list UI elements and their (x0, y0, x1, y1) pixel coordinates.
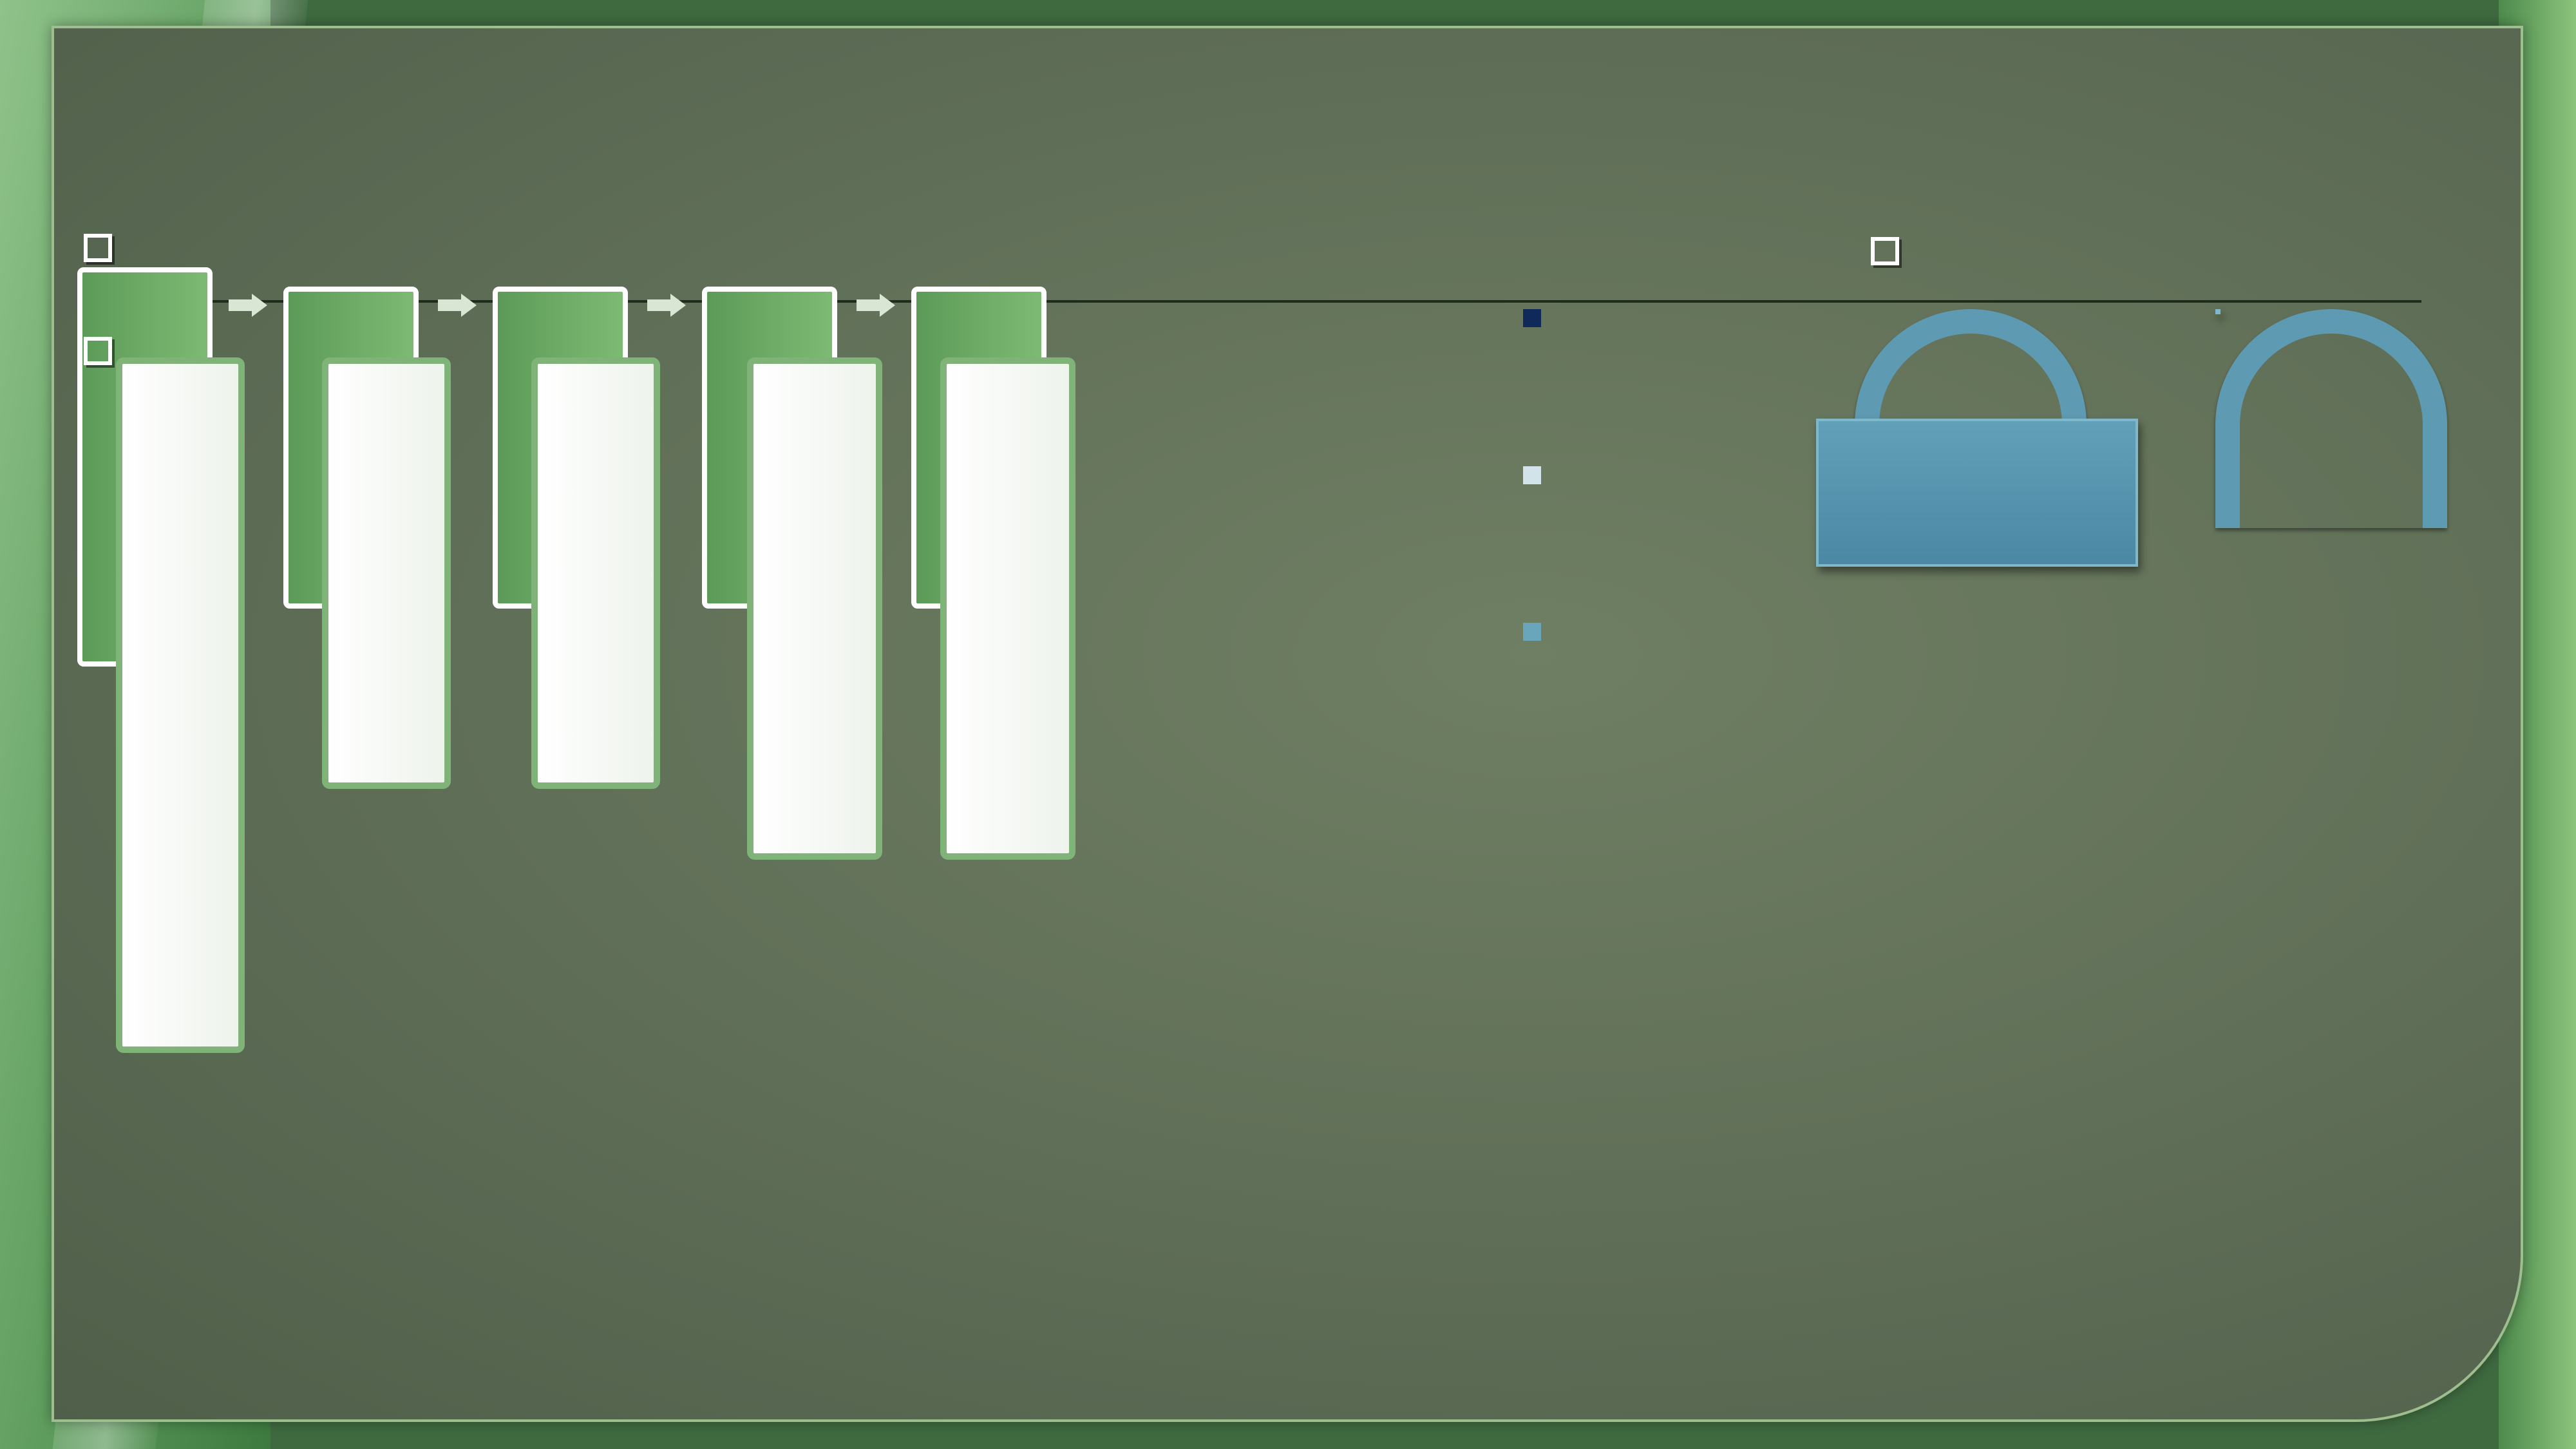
legend-swatch (1523, 466, 1541, 484)
checkbox-icon (1871, 237, 1899, 265)
legend-item-small (1523, 615, 1760, 651)
msp-count-heading (84, 216, 126, 273)
lock-shackle-icon (2215, 309, 2447, 528)
sector-card-back (940, 357, 1075, 860)
checkbox-icon (84, 337, 112, 365)
support-heading (1871, 219, 1913, 276)
support-card (1816, 419, 2138, 567)
sector-card-back (322, 357, 451, 789)
legend-item-medium (1523, 459, 1760, 495)
checkbox-icon (84, 234, 112, 262)
surveyed-heading (84, 319, 126, 376)
legend-swatch (1523, 623, 1541, 641)
legend-item-large (1523, 301, 1760, 337)
enterprise-donut-chart (1095, 283, 1507, 696)
sector-card-back (747, 357, 882, 860)
legend-swatch (1523, 309, 1541, 327)
sector-card-back (116, 357, 245, 1053)
sector-card-back (531, 357, 660, 789)
